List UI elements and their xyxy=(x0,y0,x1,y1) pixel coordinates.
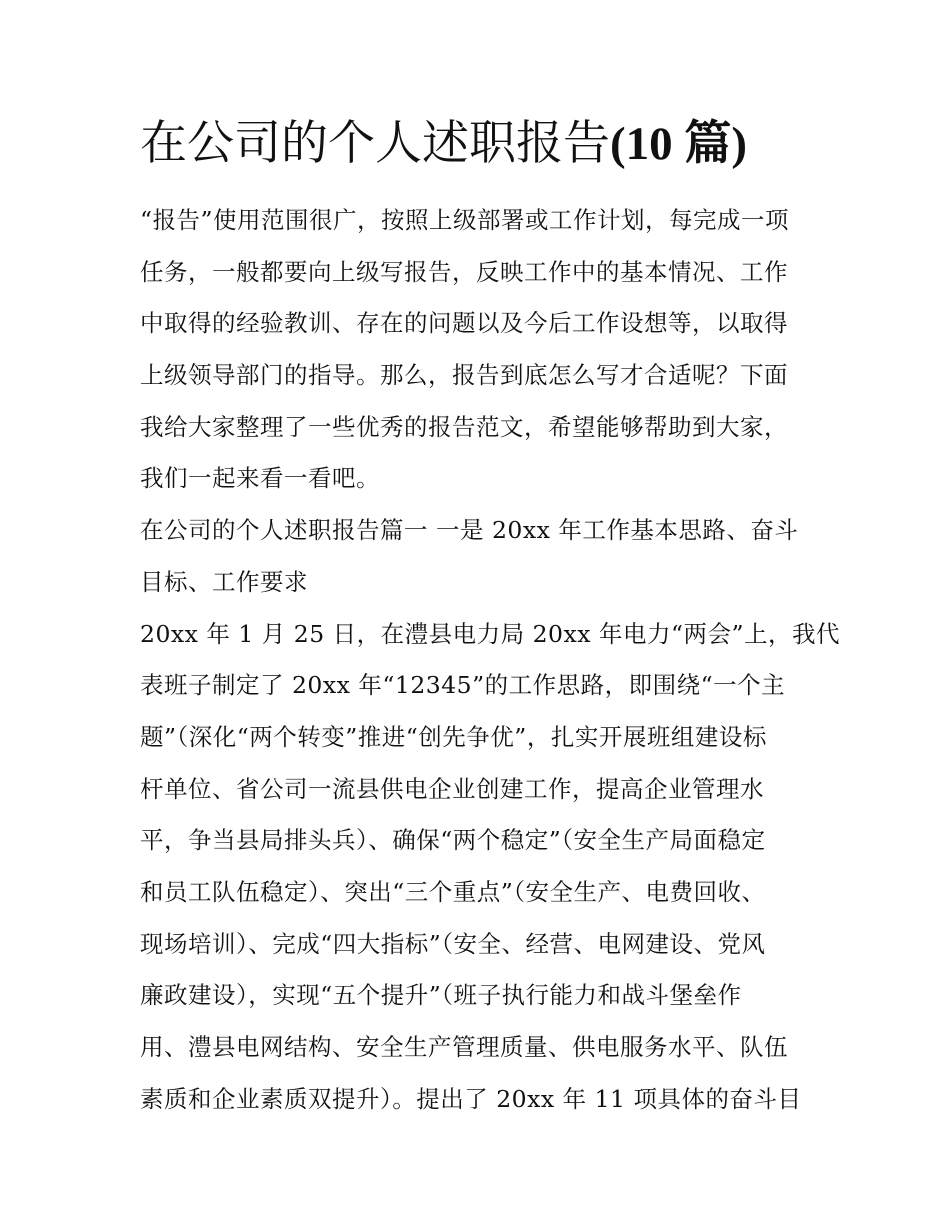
text-line: 和员工队伍稳定）、突出“三个重点”（安全生产、电费回收、 xyxy=(140,877,766,906)
text-line: 平，争当县局排头兵）、确保“两个稳定”（安全生产局面稳定 xyxy=(140,826,766,855)
text-line: 题”（深化“两个转变”推进“创先争优”，扎实开展班组建设标 xyxy=(140,722,767,751)
text-line: 现场培训）、完成“四大指标”（安全、经营、电网建设、党风 xyxy=(140,929,766,958)
text-line: 任务，一般都要向上级写报告，反映工作中的基本情况、工作 xyxy=(140,257,788,286)
text-line: 目标、工作要求 xyxy=(140,567,308,596)
text-line: 表班子制定了 20xx 年“12345”的工作思路，即围绕“一个主 xyxy=(140,671,786,700)
text-line: 在公司的个人述职报告篇一 一是 20xx 年工作基本思路、奋斗 xyxy=(140,516,799,545)
text-line: “报告”使用范围很广，按照上级部署或工作计划，每完成一项 xyxy=(140,206,790,234)
document-body xyxy=(140,195,840,1125)
text-line: 我给大家整理了一些优秀的报告范文，希望能够帮助到大家， xyxy=(140,412,788,441)
text-line: 上级领导部门的指导。那么，报告到底怎么写才合适呢？下面 xyxy=(140,361,788,390)
text-line: 20xx 年 1 月 25 日，在澧县电力局 20xx 年电力“两会”上，我代 xyxy=(140,619,840,648)
document-title xyxy=(140,112,840,176)
text-line: 素质和企业素质双提升）。提出了 20xx 年 11 项具体的奋斗目 xyxy=(140,1084,802,1113)
text-line: 杆单位、省公司一流县供电企业创建工作，提高企业管理水 xyxy=(140,774,764,803)
title-count: (10 篇) xyxy=(610,118,748,170)
title-text: 在公司的个人述职报告 xyxy=(140,116,610,171)
text-line: 廉政建设），实现“五个提升”（班子执行能力和战斗堡垒作 xyxy=(140,981,742,1010)
text-line: 我们一起来看一看吧。 xyxy=(140,464,380,493)
text-line: 用、澧县电网结构、安全生产管理质量、供电服务水平、队伍 xyxy=(140,1033,788,1061)
text-line: 中取得的经验教训、存在的问题以及今后工作设想等，以取得 xyxy=(140,309,788,338)
